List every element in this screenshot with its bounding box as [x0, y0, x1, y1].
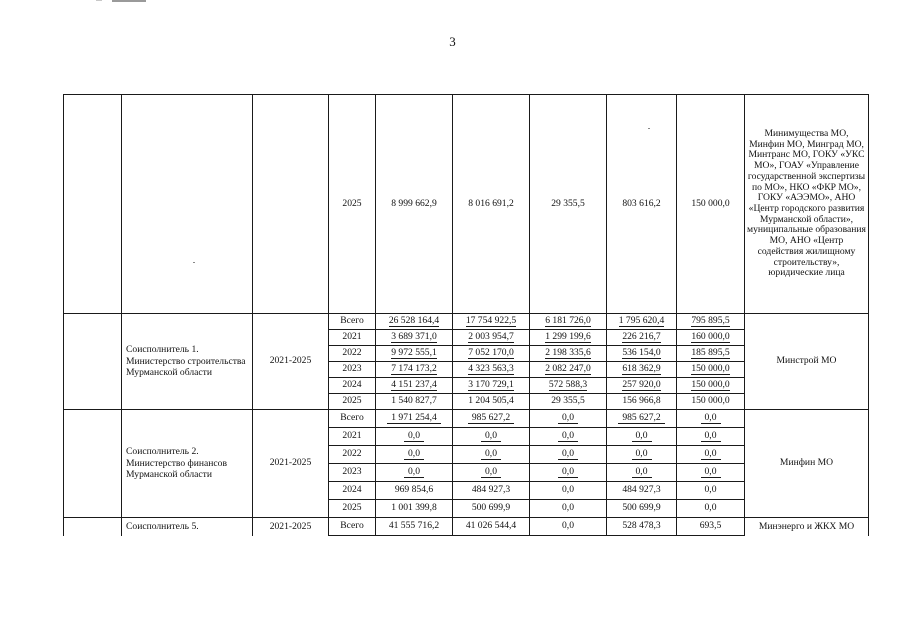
empty-cell	[64, 95, 122, 314]
financing-table	[63, 94, 869, 536]
value-cell: 257 920,0	[607, 378, 677, 394]
value-cell: 795 895,5	[677, 314, 745, 330]
value-cell: 150 000,0	[677, 378, 745, 394]
value-cell: 8 999 662,9	[376, 95, 453, 314]
value-cell: 0,0	[530, 500, 607, 518]
scan-mark	[112, 0, 146, 2]
value-cell: 572 588,3	[530, 378, 607, 394]
value-cell: 985 627,2	[607, 410, 677, 428]
value-cell: 0,0	[677, 482, 745, 500]
value-cell: 528 478,3	[607, 518, 677, 536]
value-cell: 0,0	[607, 446, 677, 464]
value-cell: 1 299 199,6	[530, 330, 607, 346]
empty-cell	[64, 410, 122, 518]
table-row	[64, 410, 869, 428]
value-cell: 150 000,0	[677, 394, 745, 410]
empty-cell	[64, 314, 122, 410]
table-row	[64, 314, 869, 330]
value-cell: 0,0	[677, 410, 745, 428]
value-cell: 26 528 164,4	[376, 314, 453, 330]
empty-cell	[64, 518, 122, 536]
value-cell: 226 216,7	[607, 330, 677, 346]
year-cell: 2023	[329, 362, 376, 378]
value-cell: 985 627,2	[453, 410, 530, 428]
value-cell: 0,0	[376, 464, 453, 482]
responsible-cell: Минэнерго и ЖКХ МО	[745, 518, 869, 536]
value-cell: 693,5	[677, 518, 745, 536]
page-number: 3	[449, 34, 456, 49]
value-cell: 41 555 716,2	[376, 518, 453, 536]
value-cell: 6 181 726,0	[530, 314, 607, 330]
coexecutor-name: Соисполнитель 5.	[122, 518, 253, 536]
table-row	[64, 518, 869, 536]
value-cell: 618 362,9	[607, 362, 677, 378]
value-cell: 500 699,9	[607, 500, 677, 518]
value-cell: 1 971 254,4	[376, 410, 453, 428]
year-cell: 2024	[329, 378, 376, 394]
value-cell: 0,0	[677, 446, 745, 464]
value-cell: 0,0	[530, 428, 607, 446]
value-cell: 4 151 237,4	[376, 378, 453, 394]
value-cell: 2 082 247,0	[530, 362, 607, 378]
value-cell: 0,0	[530, 410, 607, 428]
value-cell: 0,0	[376, 446, 453, 464]
value-cell: 150 000,0	[677, 95, 745, 314]
value-cell: 500 699,9	[453, 500, 530, 518]
year-cell: 2022	[329, 446, 376, 464]
value-cell: 2 198 335,6	[530, 346, 607, 362]
value-cell: 0,0	[453, 446, 530, 464]
value-cell: 29 355,5	[530, 95, 607, 314]
coexecutor-name: Соисполнитель 1. Министерство строительства Мурманской области	[122, 314, 253, 410]
value-cell: 8 016 691,2	[453, 95, 530, 314]
year-cell: 2022	[329, 346, 376, 362]
year-cell: 2025	[329, 95, 376, 314]
value-cell: 0,0	[607, 428, 677, 446]
value-cell: 484 927,3	[453, 482, 530, 500]
year-cell: 2023	[329, 464, 376, 482]
value-cell: 41 026 544,4	[453, 518, 530, 536]
responsible-cell: Минстрой МО	[745, 314, 869, 410]
value-cell: 3 689 371,0	[376, 330, 453, 346]
value-cell: 150 000,0	[677, 362, 745, 378]
value-cell: 969 854,6	[376, 482, 453, 500]
value-cell: 1 204 505,4	[453, 394, 530, 410]
period-cell: 2021-2025	[253, 410, 329, 518]
value-cell: 7 174 173,2	[376, 362, 453, 378]
value-cell: 0,0	[530, 518, 607, 536]
value-cell: 484 927,3	[607, 482, 677, 500]
year-cell: 2021	[329, 330, 376, 346]
value-cell: 29 355,5	[530, 394, 607, 410]
value-cell: 0,0	[530, 482, 607, 500]
value-cell: 0,0	[677, 500, 745, 518]
year-cell: Всего	[329, 410, 376, 428]
year-cell: Всего	[329, 314, 376, 330]
value-cell: 0,0	[530, 464, 607, 482]
value-cell: 0,0	[677, 464, 745, 482]
value-cell: 1 540 827,7	[376, 394, 453, 410]
value-cell: 160 000,0	[677, 330, 745, 346]
period-cell: 2021-2025	[253, 518, 329, 536]
value-cell: 0,0	[677, 428, 745, 446]
value-cell: 3 170 729,1	[453, 378, 530, 394]
value-cell: 536 154,0	[607, 346, 677, 362]
value-cell: 185 895,5	[677, 346, 745, 362]
period-cell: 2021-2025	[253, 314, 329, 410]
scan-mark-small	[96, 0, 102, 1]
value-cell: 0,0	[376, 428, 453, 446]
responsible-cell: Минимущества МО, Минфин МО, Минград МО, Минтранс МО, ГОКУ «УКС МО», ГОАУ «Управление государственной экспертизы по МО», НКО «ФКР МО», ГОКУ «АЭЭМО», АНО «Центр городского развития Мурманской области», муниципальные образования МО, АНО «Центр содействия жилищному строительству», юридические лица	[745, 95, 869, 314]
table-row	[64, 95, 869, 314]
year-cell: 2024	[329, 482, 376, 500]
value-cell: 0,0	[530, 446, 607, 464]
empty-cell	[122, 95, 253, 314]
year-cell: 2021	[329, 428, 376, 446]
value-cell: 2 003 954,7	[453, 330, 530, 346]
value-cell: 0,0	[453, 428, 530, 446]
coexecutor-name: Соисполнитель 2. Министерство финансов Мурманской области	[122, 410, 253, 518]
year-cell: Всего	[329, 518, 376, 536]
empty-cell	[253, 95, 329, 314]
value-cell: 9 972 555,1	[376, 346, 453, 362]
year-cell: 2025	[329, 500, 376, 518]
value-cell: 156 966,8	[607, 394, 677, 410]
value-cell: 803 616,2	[607, 95, 677, 314]
value-cell: 0,0	[607, 464, 677, 482]
value-cell: 1 001 399,8	[376, 500, 453, 518]
year-cell: 2025	[329, 394, 376, 410]
value-cell: 7 052 170,0	[453, 346, 530, 362]
value-cell: 4 323 563,3	[453, 362, 530, 378]
responsible-cell: Минфин МО	[745, 410, 869, 518]
value-cell: 0,0	[453, 464, 530, 482]
value-cell: 1 795 620,4	[607, 314, 677, 330]
value-cell: 17 754 922,5	[453, 314, 530, 330]
